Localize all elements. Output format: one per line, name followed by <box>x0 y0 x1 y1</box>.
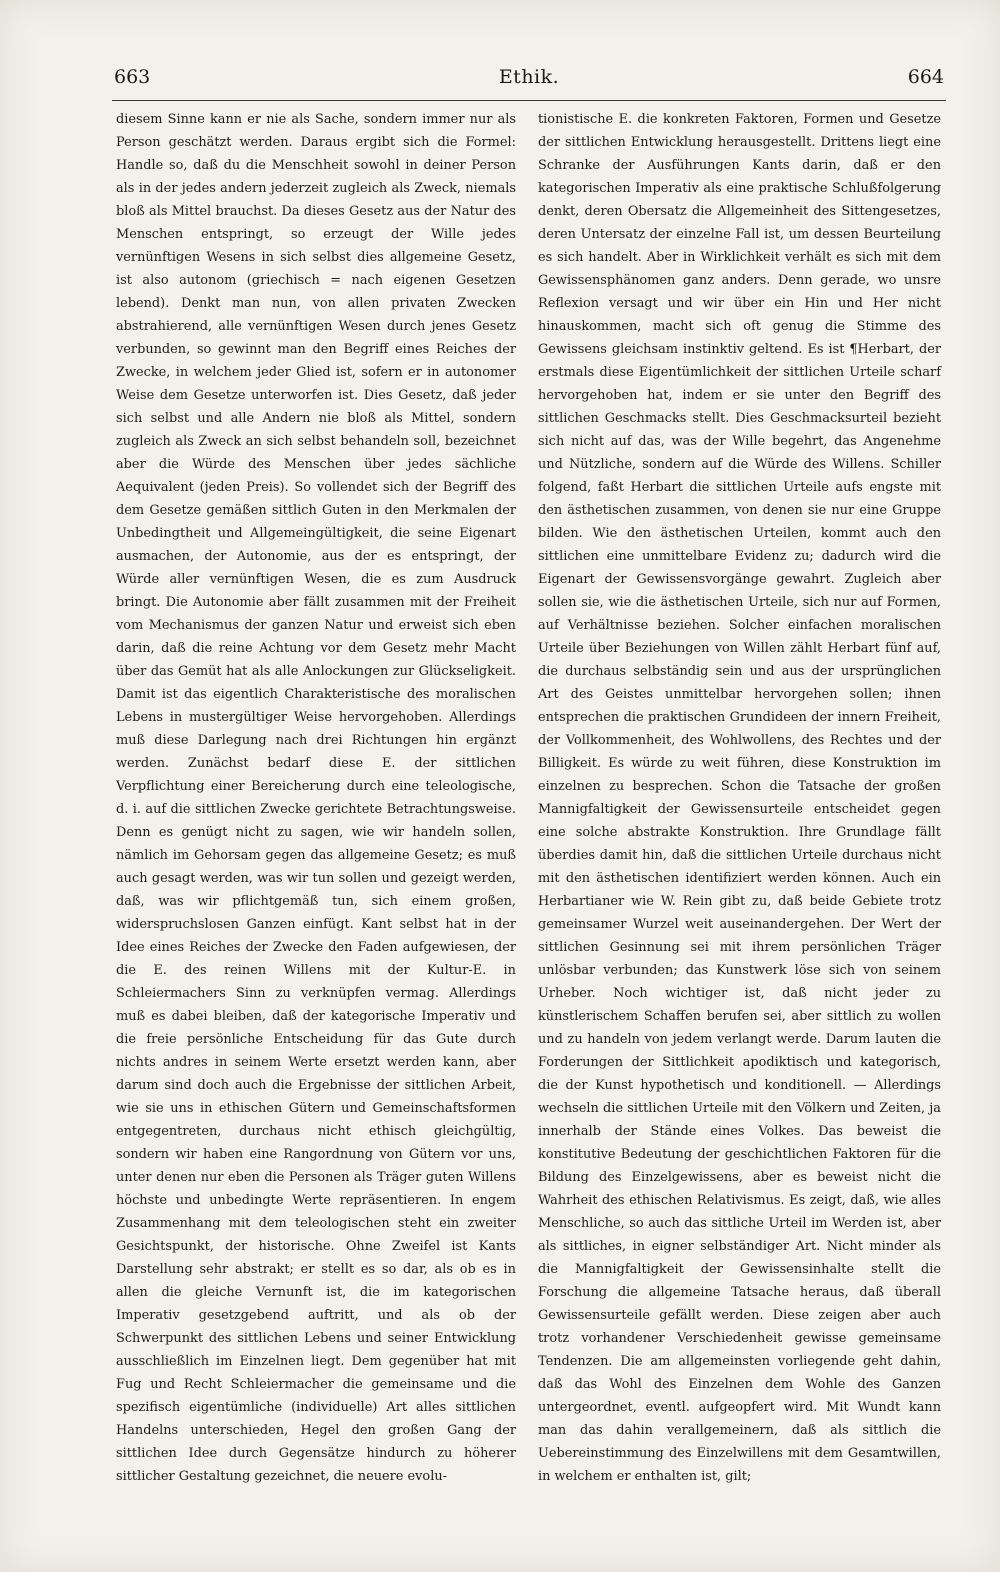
text-column-left <box>116 108 516 1488</box>
header-rule <box>112 100 946 101</box>
column-left-text: diesem Sinne kann er nie als Sache, sondern immer nur als Person geschätzt werden. Daraus ergibt sich die Formel: Handle so, daß du die Menschheit sowohl in deiner Person als in der jedes andern jederzeit zugleich als Zweck, niemals bloß als Mittel brauchst. Da dieses Gesetz aus der Natur des Menschen entspringt, so erzeugt der Wille jedes vernünftigen Wesens in sich selbst dies allgemeine Gesetz, ist also autonom (griechisch = nach eigenen Gesetzen lebend). Denkt man nun, von allen privaten Zwecken abstrahierend, alle vernünftigen Wesen durch jenes Gesetz verbunden, so gewinnt man den Begriff eines Reiches der Zwecke, in welchem jeder Glied ist, sofern er in autonomer Weise dem Gesetze unterworfen ist. Dies Gesetz, daß jeder sich selbst und alle Andern nie bloß als Mittel, sondern zugleich als Zweck an sich selbst behandeln soll, bezeichnet aber die Würde des Menschen über jedes sächliche Aequivalent (jeden Preis). So vollendet sich der Begriff des dem Gesetze gemäßen sittlich Guten in den Merkmalen der Unbedingtheit und Allgemeingültigkeit, die seine Eigenart ausmachen, der Autonomie, aus der es entspringt, der Würde aller vernünftigen Wesen, die es zum Ausdruck bringt. Die Autonomie aber fällt zusammen mit der Freiheit vom Mechanismus der ganzen Natur und erweist sich eben darin, daß die reine Achtung vor dem Gesetz mehr Macht über das Gemüt hat als alle Anlockungen zur Glückseligkeit. Damit ist das eigentlich Charakteristische des moralischen Lebens in mustergültiger Weise hervorgehoben. Allerdings muß diese Darlegung nach drei Richtungen hin ergänzt werden. Zunächst bedarf diese E. der sittlichen Verpflichtung einer Bereicherung durch eine teleologische, d. i. auf die sittlichen Zwecke gerichtete Betrachtungsweise. Denn es genügt nicht zu sagen, wie wir handeln sollen, nämlich im Gehorsam gegen das allgemeine Gesetz; es muß auch gesagt werden, was wir tun sollen und gezeigt werden, daß, was wir pflichtgemäß tun, sich einem großen, widerspruchslosen Ganzen einfügt. Kant selbst hat in der Idee eines Reiches der Zwecke den Faden aufgewiesen, der die E. des reinen Willens mit der Kultur-E. in Schleiermachers Sinn zu verknüpfen vermag. Allerdings muß es dabei bleiben, daß der kategorische Imperativ und die freie persönliche Entscheidung für das Gute durch nichts andres in seinem Werte ersetzt werden kann, aber darum sind doch auch die Ergebnisse der sittlichen Arbeit, wie sie uns in ethischen Gütern und Gemeinschaftsformen entgegentreten, durchaus nicht ethisch gleichgültig, sondern wir haben eine Rangordnung von Gütern vor uns, unter denen nur eben die Personen als Träger guten Willens höchste und unbedingte Werte repräsentieren. In engem Zusammenhang mit dem teleologischen steht ein zweiter Gesichtspunkt, der historische. Ohne Zweifel ist Kants Darstellung sehr abstrakt; er stellt es so dar, als ob es in allen die gleiche Vernunft ist, die im kategorischen Imperativ gesetzgebend auftritt, und als ob der Schwerpunkt des sittlichen Lebens und seiner Entwicklung ausschließlich im Einzelnen liegt. Dem gegenüber hat mit Fug und Recht Schleiermacher die gemeinsame und die spezifisch eigentümliche (individuelle) Art alles sittlichen Handelns unterschieden, Hegel den großen Gang der sittlichen Idee durch Gegensätze hindurch zu höherer sittlicher Gestaltung gezeichnet, die neuere evolu- <box>116 112 516 1484</box>
page-number-left: 663 <box>114 66 151 88</box>
text-column-right <box>538 108 941 1488</box>
page-number-right: 664 <box>907 66 944 88</box>
running-head: Ethik. <box>498 66 560 88</box>
page-header <box>112 66 946 96</box>
column-right-text: tionistische E. die konkreten Faktoren, Formen und Gesetze der sittlichen Entwicklung herausgestellt. Drittens liegt eine Schranke der Ausführungen Kants darin, daß er den kategorischen Imperativ als eine praktische Schlußfolgerung denkt, deren Obersatz die Allgemeinheit des Sittengesetzes, deren Untersatz der einzelne Fall ist, um dessen Beurteilung es sich handelt. Aber in Wirklichkeit verhält es sich mit dem Gewissensphänomen ganz anders. Denn gerade, wo unsre Reflexion versagt und wir über ein Hin und Her nicht hinauskommen, macht sich oft genug die Stimme des Gewissens gleichsam instinktiv geltend. Es ist ¶Herbart, der erstmals diese Eigentümlichkeit der sittlichen Urteile scharf hervorgehoben hat, indem er sie unter den Begriff des sittlichen Geschmacks stellt. Dies Geschmacksurteil bezieht sich nicht auf das, was der Wille begehrt, das Angenehme und Nützliche, sondern auf die Würde des Willens. Schiller folgend, faßt Herbart die sittlichen Urteile aufs engste mit den ästhetischen zusammen, von denen sie nur eine Gruppe bilden. Wie den ästhetischen Urteilen, kommt auch den sittlichen eine unmittelbare Evidenz zu; dadurch wird die Eigenart der Gewissensvorgänge gewahrt. Zugleich aber sollen sie, wie die ästhetischen Urteile, sich nur auf Formen, auf Verhältnisse beziehen. Solcher einfachen moralischen Urteile über Beziehungen von Willen zählt Herbart fünf auf, die durchaus selbständig sein und aus der ursprünglichen Art des Geistes unmittelbar hervorgehen sollen; ihnen entsprechen die praktischen Grundideen der innern Freiheit, der Vollkommenheit, des Wohlwollens, des Rechtes und der Billigkeit. Es würde zu weit führen, diese Konstruktion im einzelnen zu besprechen. Schon die Tatsache der großen Mannigfaltigkeit der Gewissensurteile entscheidet gegen eine solche abstrakte Konstruktion. Ihre Grundlage fällt überdies damit hin, daß die sittlichen Urteile durchaus nicht mit den ästhetischen identifiziert werden können. Auch ein Herbartianer wie W. Rein gibt zu, daß beide Gebiete trotz gemeinsamer Wurzel weit auseinandergehen. Der Wert der sittlichen Gesinnung sei mit ihrem persönlichen Träger unlösbar verbunden; das Kunstwerk löse sich von seinem Urheber. Noch wichtiger ist, daß nicht jeder zu künstlerischem Schaffen berufen sei, aber sittlich zu wollen und zu handeln von jedem verlangt werde. Darum lauten die Forderungen der Sittlichkeit apodiktisch und kategorisch, die der Kunst hypothetisch und konditionell. — Allerdings wechseln die sittlichen Urteile mit den Völkern und Zeiten, ja innerhalb der Stände eines Volkes. Das beweist die konstitutive Bedeutung der geschichtlichen Faktoren für die Bildung des Einzelgewissens, aber es beweist nicht die Wahrheit des ethischen Relativismus. Es zeigt, daß, wie alles Menschliche, so auch das sittliche Urteil im Werden ist, aber als sittliches, in eigner selbständiger Art. Nicht minder als die Mannigfaltigkeit der Gewissensinhalte stellt die Forschung die allgemeine Tatsache heraus, daß überall Gewissensurteile gefällt werden. Diese zeigen aber auch trotz vorhandener Verschiedenheit gewisse gemeinsame Tendenzen. Die am allgemeinsten vorliegende geht dahin, daß das Wohl des Einzelnen dem Wohle des Ganzen untergeordnet, eventl. aufgeopfert wird. Mit Wundt kann man das dahin verallgemeinern, daß als sittlich die Uebereinstimmung des Einzelwillens mit dem Gesamtwillen, in welchem er enthalten ist, gilt; <box>538 112 941 1484</box>
